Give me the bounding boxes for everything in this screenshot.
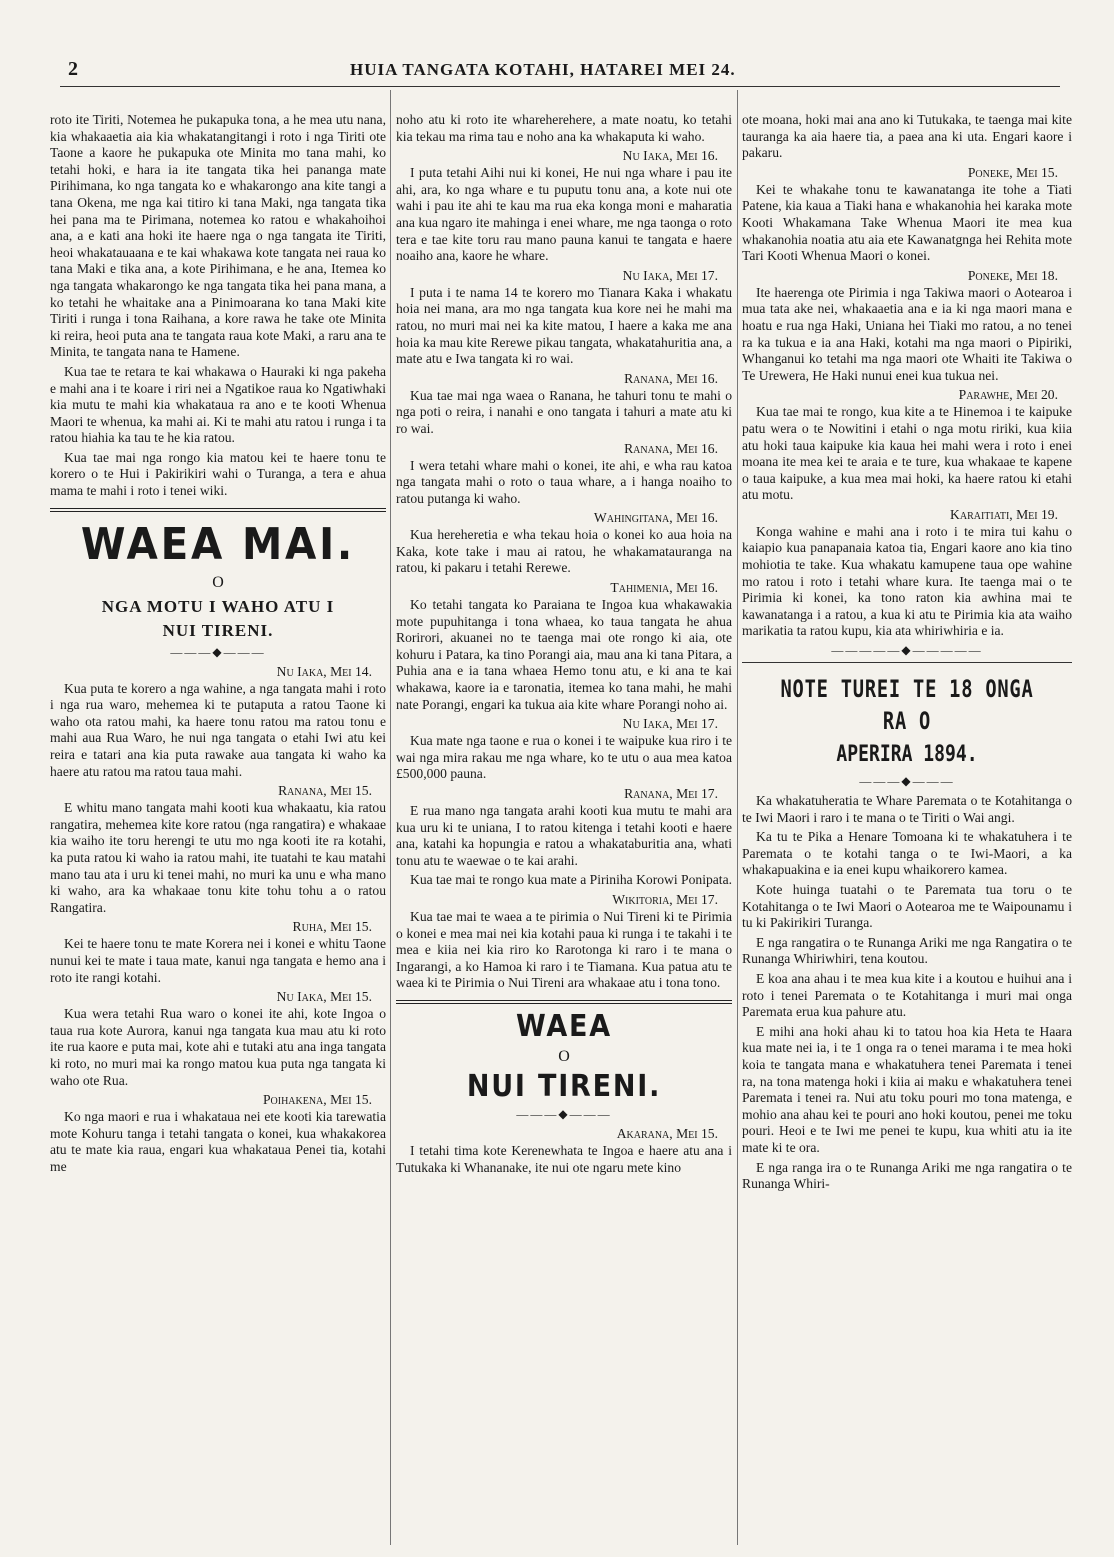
dateline: Ruha, Mei 15.	[292, 919, 372, 935]
article-text: noho atu ki roto ite whareherehere, a mate noatu, ko tetahi kia tekau ma rima tau e noho ana ka whakaputa ki waho.	[396, 112, 732, 144]
article-text: I tetahi tima kote Kerenewhata te Ingoa e haere atu ana i Tutukaka ki Whananake, ite nui ote ngaru mete kino	[396, 1142, 732, 1175]
column-3	[742, 112, 1072, 1548]
dateline: Ranana, Mei 17.	[624, 786, 718, 801]
article-text: E whitu mano tangata mahi kooti kua whakaatu, kia ratou rangatira, mehemea kite kore ratou (nga rangatira) e whakaae kia waiho ite toru herengi te utu mo nga kooti ite ra kotahi, ka puta ratou ki waho ia ratou mahi, ite tuatahi te kau matahi mano tau ata i uru ki tenei mahi, no muri ka unu e wha mano ki waho, ara ka whakaae tonu kite tohu tohu a o ratou Rangatira.	[50, 800, 386, 915]
article-text: E mihi ana hoki ahau ki to tatou hoa kia Heta te Haara kua mate nei ia, i te 1 onga ra o tenei marama i te mea hoki koia te tangata mana e whakatuhera tenei Paremata i tenei ra, na tona matenga hoki i kiia ai maku e whakatuhera tenei Paremata i tenei ra. Nui atu toku pouri mo tona matenga, e mohio ana ahau kei te pouri ano hoki koutou, penei me toku pouri. Heoi e te Iwi me penei te kupu, kua whiti atu ia ite mate ki te ora.	[742, 1023, 1072, 1155]
article-text: Ko nga maori e rua i whakataua nei ete kooti kia tarewatia mote Kohuru tanga i tetahi tangata o konei, kua whakakorea atu te mate kia raua, engari kua whakataua Penei tia, kotahi me	[50, 1109, 386, 1174]
ornament-divider: ———◆———	[170, 644, 266, 659]
article-text: I puta i te nama 14 te korero mo Tianara Kaka i whakatu hoia nei mana, ara mo nga tangata kua kore nei he mahi ma ratou, no muri mai nei ka kite matou, I haere a kaka me ana hoia ka mau kite Rerewe pikau tangata, whakatahuritia ana, a mate atu e Iwa tangata ki ro wai.	[396, 284, 732, 367]
section-subheading: NUI TIRENI.	[162, 620, 274, 640]
article-text: Kote huinga tuatahi o te Paremata tua toru o te Kotahitanga o te Iwi Maori o Aotearoa me te Waipounamu i tu ki Pakirikiri Turanga.	[742, 882, 1072, 931]
dateline: Parawhe, Mei 20.	[958, 387, 1058, 403]
notice-heading: NOTE TUREI TE 18 ONGA RA O	[780, 675, 1034, 736]
dateline: Poihakena, Mei 15.	[262, 1092, 372, 1108]
article-text: I puta tetahi Aihi nui ki konei, He nui nga whare i pau ite ahi, ara, ko nga whare e tu puputu tonu ana, a kote nui ote wahi i pau ite ahi te kau ma rua eka konga moni e maharatia ana kua ngaro ite mahinga i enei whare, me nga taonga o roto tera e tae kite toru rau mano pauna kanui te tangata e haere noaiho ana, kaore he whare.	[396, 165, 732, 264]
article-text: E nga rangatira o te Runanga Ariki me nga Rangatira o te Runanga Whiriwhiri, tena koutou.	[742, 934, 1072, 967]
section-rule	[742, 662, 1072, 663]
dateline: Poneke, Mei 15.	[967, 164, 1058, 180]
article-text: ote moana, hoki mai ana ano ki Tutukaka, te taenga mai kite taurangа ka aia haere tia, a paea ana ki uta. Engari kaore i pakaru.	[742, 112, 1072, 161]
section-connector: O	[212, 573, 224, 591]
article-text: Kua tae mai te rongo, kua kite a te Hinemoa i te kaipuke patu wera o te Nowitini i etahi o nga motu ririki, kua kiia atu hoki taua kaipuke kia kaua hei mahi wera i roto i enei moana ite mea kei te araia e te ture, kua whakaae te kapene o taua kaipuke, a kua mea mai hoki, ka haere ratou ki etahi atu motu.	[742, 404, 1072, 503]
article-text: Kua tae mai nga waea o Ranana, he tahuri tonu te mahi o nga poti o reira, i nanahi e ono tangata i tahuri a mate atu ki ro wai.	[396, 387, 732, 436]
dateline: Nu Iaka, Mei 17.	[622, 716, 718, 732]
dateline: Tahimenia, Mei 16.	[610, 580, 718, 596]
article-text: Kua wera tetahi Rua waro o konei ite ahi, kote Ingoa o taua rua kote Aurora, kanui nga tangata kua mau atu ki roto ite rua kaore e puta mai, kote ahi e tutaki atu ana inga tangata ki roto, no muri mai ka rongo matou kua puta nga tangata ki waho ote Rua.	[50, 1006, 386, 1088]
dateline: Nu Iaka, Mei 14.	[276, 663, 372, 679]
article-text: Konga wahine e mahi ana i roto i te mira tui kahu o kaiapio kua panapanaia katoa tia, Engari kaore ano kia tino mohiotia te take. Kua whakatu kamupene taua ope wahine mo ratou i roto i tetahi whare kura. Ite taenga mai o te Pirimia ki konei, ka tono raton kia awhina mai te kawanatanga i a ratou, a kua ki atu te Pirimia kia ata waiho marikatia ta ratou kupu, kia ata whiriwhiria e ia.	[742, 523, 1072, 639]
dateline: Nu Iaka, Mei 17.	[622, 267, 718, 283]
article-text: Kua tae te retara te kai whakawa o Hauraki ki nga pakeha e mahi ana i te koare i riri nei a Ngatikoe raua ko Ngatiwhaki kia mutu te mahi kia whakataua ra ano e te kooti Whenua Maori te whenua, ka mahi ai. Ki te mahi atu ratou i runga i ta ratou hiahia ka tau te he kia ratou.	[50, 363, 386, 446]
article-text: Kua puta te korero a nga wahine, a nga tangata mahi i roto i nga rua waro, mehemea ki te putaputa a ratou Taone ki waho ota ratou mahi, ka haere tonu ratou ma ratou tonu e mahi aua Rua Waro, he nui nga tangata o etahi Iwi atu kei reira e tatari ana kia puta rawake aua tangata ki waho ka haere atu ratou ma ratou taua mahi.	[50, 680, 386, 779]
dateline: Nu Iaka, Mei 15.	[276, 989, 372, 1005]
newspaper-title: HUIA TANGATA KOTAHI, HATAREI MEI 24.	[350, 60, 736, 79]
notice-heading: APERIRA 1894.	[836, 742, 978, 768]
dateline: Karaitiati, Mei 19.	[950, 506, 1058, 522]
article-text: E nga ranga ira o te Runanga Ariki me nga rangatira o te Runanga Whiri-	[742, 1159, 1072, 1192]
article-text: I wera tetahi whare mahi o konei, ite ahi, e wha rau katoa nga tangata mahi o roto o taua whare, a i hanga noaiho to ratou putanga ki waho.	[396, 457, 732, 506]
column-2	[396, 112, 732, 1548]
dateline: Ranana, Mei 15.	[278, 783, 372, 799]
article-text: Ka tu te Pika a Henare Tomoana ki te whakatuhera i te Paremata o te kotahi tanga o te Iwi-Maori, a ka whakapuakina e ia enei kupu whaikorero kamea.	[742, 829, 1072, 878]
ornament-divider: ———◆———	[859, 774, 955, 789]
ornament-divider: —————◆—————	[831, 643, 983, 658]
article-text: Kua tae mai te rongo kua mate a Piriniha Korowi Ponipata.	[410, 872, 732, 888]
article-text: Kua hereheretia e wha tekau hoia o konei ko aua hoia na Kaka, kote take i mau ai ratou, he whakamatauranga na ratou, ki pakaru i tetahi Rerewe.	[396, 527, 732, 576]
dateline: Ranana, Mei 16.	[624, 370, 718, 386]
article-text: Kua mate nga taone e rua o konei i te waipuke kua riro i te wai nga mira rakau me nga whare, ko te utu o aua mea katoa £500,000 pauna.	[396, 733, 732, 782]
dateline: Ranana, Mei 16.	[624, 440, 718, 456]
dateline: Akarana, Mei 15.	[616, 1125, 718, 1141]
masthead	[60, 56, 1060, 87]
section-heading: WAEA MAI.	[80, 518, 356, 570]
column-divider	[737, 90, 738, 1545]
dateline: Wahingitana, Mei 16.	[593, 510, 718, 526]
article-text: Kei te whakahe tonu te kawanatanga ite tohe a Tiati Patene, kia kaua a Tiaki hana e whakanohia hei karaka mote Kooti Whakamana Take Whenua Maori ite mea kua whakanohia noatia atu aia ete Kawanatgnga hei Rehita mote Tari Kooti Whenua Maori o konei.	[742, 181, 1072, 264]
article-text: Ka whakatuheratia te Whare Paremata o te Kotahitanga o te Iwi Maori i raro i te mana o te Tiriti o Wai angi.	[742, 793, 1072, 825]
article-text: Ite haerenga ote Pirimia i nga Takiwa maori o Aotearoa i mua tata ake nei, whakaaetia ana e ia ki nga maori mana e hoatu e rua nga Haki, Uniana hei Tiaki mo ratou, a no tenei ra ka tukua e ia ana Haki, kotahi ma nga maori o Pipiriki, Whanganui ko tetahi ma nga maori ote Whaiti ite Takiwa o Te Urewera, He Haki nunui enei kua tukua nei.	[742, 284, 1072, 383]
article-text: Ko tetahi tangata ko Paraiana te Ingoa kua whakawakia mote pupuhitanga i tona whaea, ko taua tangata he ahua Rorirori, akuanei no te taenga mai ote rongo ki aia, ote kohuru i Patara, ka tino Porangi aia, mau ana ki tana Pitara, a Puhia ana e ia tana whaea Hemo tonu atu, e ki ana te kai whakawa, kaore ia e taronatia, itemea ko tana mahi, he mahi nate Porangi, engari ka tukua aia kite whare Porangi noho ai.	[396, 597, 732, 712]
article-text: Kua tae mai nga rongo kia matou kei te haere tonu te korero o te Hui i Pakirikiri wahi o Turanga, a tera e ahua mama te mahi i roto i tenei wiki.	[50, 449, 386, 499]
article-text: Kei te haere tonu te mate Korera nei i konei e whitu Taone nunui kei te mate i taua mate, kanui nga tangata e hemo ana i roto ite rangi kotahi.	[50, 936, 386, 985]
dateline: Nu Iaka, Mei 16.	[622, 148, 718, 164]
section-rule	[50, 508, 386, 512]
article-text: E rua mano nga tangata arahi kooti kua mutu te mahi ara kua uru ki te uniana, I to ratou kitenga i tetahi kooti e haere ana, katahi ka hopungia e ratou a whakataburitia ana, whati tonu atu te waewae o te kai arahi.	[396, 803, 732, 868]
dateline: Poneke, Mei 18.	[967, 267, 1058, 283]
section-connector: O	[558, 1047, 570, 1065]
article-text: roto ite Tiriti, Notemea he pukapuka tona, a he mea utu nana, kia whakaaetia aia kia whakatangitangi i roto i nga Tiriti ote Taone a kaore he pukapuka ote Minita mo tana mahi, ko tetahi hoki, e hara ia ite tangata tika hei pananga mate Pirihimana, ko nga tangata ko e whakarongo ana kite tangi a tana Okena, me nga kai titiro ki tana Maki, nga tangata tika hei pana ma te Pirimana, notemea ko ratou e whakahoihoi ana, a e kati ana hoki ite haere nga o nga tangata ite Tiriti, heoi whakatauaana e te kai whakawa kote tangata nei raua ko tana Maki e tika ana, a kote Pirihimana, e he ana, Itemea ko nga tangata whakarongo ke nga tangata tika hei pana mana, a ko tetahi he whaitake ana a Pinimoarana ko tana Maki kite Tiriti i runga i tona Raihana, a kore rawa he take ote Minita ki reira, heoi puta ana te tangata raua kote Maki, a raru ana te Minita, te tangata nana te Hamene.	[50, 112, 386, 360]
ornament-divider: ———◆———	[516, 1106, 612, 1121]
page-number: 2	[68, 58, 78, 80]
article-text: E koa ana ahau i te mea kua kite i a koutou e huihui ana i roto i tenei Paremata o te Kotahitanga i muri mai onga Paremata erua kua pahure atu.	[742, 970, 1072, 1020]
dateline: Wikitoria, Mei 17.	[612, 891, 718, 907]
article-text: Kua tae mai te waea a te pirimia o Nui Tireni ki te Pirimia o konei e mea mai nei kia kotahi paua ki runga i te takahi i te mea e kiia nei kia riro ko Rarotonga ki raro i te mana o Ingarangi, a ko Hamoa ki raro i te Tiamana. Kua patua atu te waea ki te Pirimia o Nui Tireni ara whakaae atu i tona tono.	[396, 908, 732, 991]
section-heading: WAEA	[515, 1008, 612, 1044]
section-subheading: NUI TIRENI.	[466, 1068, 662, 1104]
column-1	[50, 112, 386, 1548]
column-divider	[390, 90, 391, 1545]
section-subheading: NGA MOTU I WAHO ATU I	[101, 596, 335, 616]
section-rule	[396, 1000, 732, 1004]
